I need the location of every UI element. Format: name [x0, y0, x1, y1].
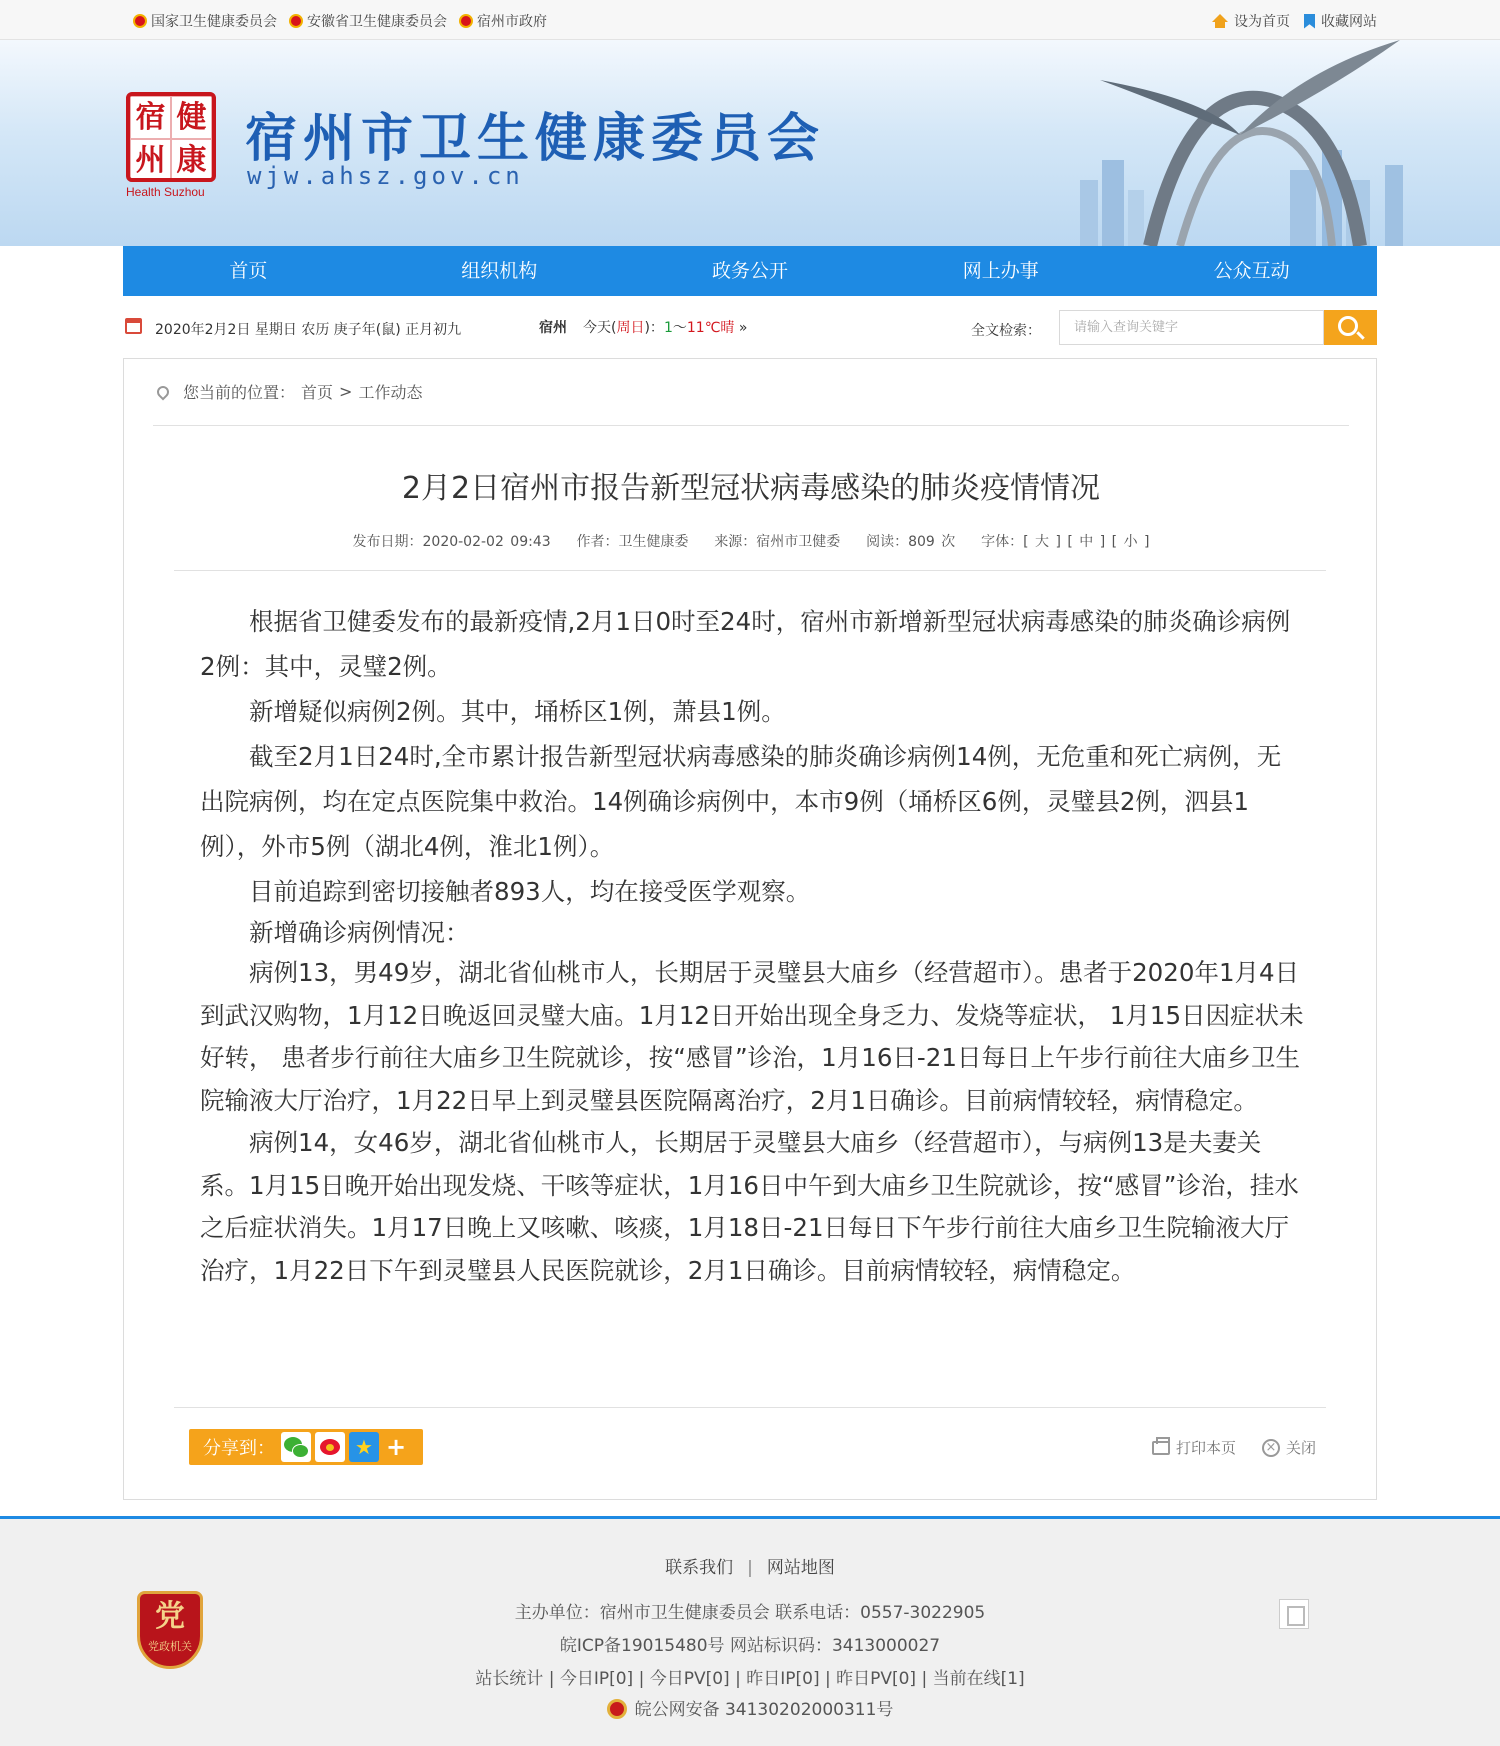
article-paragraph: 病例13，男49岁，湖北省仙桃市人，长期居于灵璧县大庙乡（经营超市）。患者于2020年1月4日到武汉购物，1月12日晚返回灵璧大庙。1月12日开始出现全身乏力、发烧等症状， 1月15日因症状未好转， 患者步行前往大庙乡卫生院就诊，按“感冒”诊治，1月16日-21日每日上午步行前往大庙乡卫生院输液大厅治疗，1月22日早上到灵璧县医院隔离治疗，2月1日确诊。目前病情较轻，病情稳定。: [200, 958, 1304, 1115]
article-paragraph: 新增疑似病例2例。其中，埇桥区1例，萧县1例。: [249, 697, 786, 726]
host-info: 主办单位：宿州市卫生健康委员会 联系电话：0557-3022905: [514, 1603, 986, 1623]
weather-more-icon[interactable]: »: [738, 320, 748, 336]
info-bar: [123, 306, 1377, 346]
current-date: 2020年2月2日 星期日 农历 庚子年(鼠) 正月初九: [155, 322, 462, 338]
footer-links: [0, 1553, 1500, 1578]
wechat-share-icon[interactable]: [281, 1432, 311, 1462]
link-suzhou-gov[interactable]: [459, 11, 547, 31]
share-label: 分享到：: [203, 1438, 275, 1459]
qzone-share-icon[interactable]: ★: [349, 1432, 379, 1462]
top-actions: [1212, 11, 1377, 31]
set-homepage-label[interactable]: 设为首页: [1234, 14, 1290, 30]
print-button[interactable]: [1152, 1437, 1236, 1458]
link-nhc[interactable]: [133, 11, 277, 31]
icp-info[interactable]: 皖ICP备19015480号 网站标识码：3413000027: [559, 1636, 941, 1656]
site-url: wjw.ahsz.gov.cn: [247, 162, 524, 190]
breadcrumb: [157, 380, 422, 403]
printer-icon: [1152, 1441, 1170, 1455]
set-homepage-link[interactable]: [1212, 11, 1290, 31]
weather-city: 宿州: [539, 320, 567, 336]
external-links: [133, 11, 547, 31]
bookmark-label[interactable]: 收藏网站: [1321, 14, 1377, 30]
publish-date: 发布日期：2020-02-02 09:43: [352, 534, 551, 550]
seal-char: 康: [171, 139, 212, 182]
weather-today-suffix: )：: [644, 320, 664, 336]
location-pin-icon: [155, 383, 172, 400]
close-button[interactable]: [1262, 1437, 1316, 1458]
police-emblem-icon: [607, 1699, 627, 1719]
national-emblem-icon: [459, 14, 473, 28]
sitemap-link[interactable]: 网站地图: [766, 1558, 835, 1578]
print-label[interactable]: 打印本页: [1175, 1439, 1236, 1457]
weather-weekday: 周日: [616, 320, 645, 336]
seal-char: 健: [171, 96, 212, 139]
skyline-sculpture-image: [1040, 40, 1500, 246]
header-banner: [0, 40, 1500, 246]
nav-item-government-affairs[interactable]: 政务公开: [711, 260, 788, 282]
weather-temp-low: 1: [663, 320, 673, 336]
nav-item-organization[interactable]: 组织机构: [461, 260, 538, 282]
more-share-icon[interactable]: +: [385, 1433, 407, 1461]
close-label[interactable]: 关闭: [1285, 1439, 1316, 1457]
badge-char: 党: [155, 1599, 185, 1634]
badge-text: 党政机关: [148, 1640, 192, 1653]
seal-char: 宿: [130, 96, 171, 139]
bookmark-icon: [1304, 14, 1315, 29]
link-anhui-health[interactable]: [289, 11, 447, 31]
weather-info[interactable]: [539, 317, 747, 337]
divider: [153, 425, 1349, 426]
link-anhui-health-label[interactable]: 安徽省卫生健康委员会: [307, 14, 447, 30]
nav-item-public-interaction[interactable]: 公众互动: [1213, 260, 1290, 282]
close-icon: ×: [1262, 1439, 1280, 1457]
weather-temp-high: 11: [686, 320, 705, 336]
nav-item-online-services[interactable]: 网上办事: [962, 260, 1039, 282]
logo-seal[interactable]: [126, 92, 216, 182]
site-stats[interactable]: 站长统计 | 今日IP[0] | 今日PV[0] | 昨日IP[0] | 昨日PV[0] | 当前在线[1]: [475, 1669, 1025, 1689]
contact-us-link[interactable]: 联系我们: [665, 1558, 734, 1578]
divider: [174, 570, 1326, 571]
article-paragraph: 新增确诊病例情况：: [249, 918, 470, 947]
search-input[interactable]: 请输入查询关键字: [1059, 310, 1324, 345]
site-title: 宿州市卫生健康委员会: [245, 109, 826, 169]
police-record-label[interactable]: 皖公网安备 34130202000311号: [634, 1700, 894, 1720]
main-nav: [123, 246, 1377, 296]
weibo-share-icon[interactable]: [315, 1432, 345, 1462]
national-emblem-icon: [289, 14, 303, 28]
link-suzhou-gov-label[interactable]: 宿州市政府: [477, 14, 547, 30]
weather-today-prefix: 今天(: [583, 320, 617, 336]
article-paragraph: 截至2月1日24时,全市累计报告新型冠状病毒感染的肺炎确诊病例14例，无危重和死亡病例，无出院病例，均在定点医院集中救治。14例确诊病例中，本市9例（埇桥区6例，灵璧县2例，泗县1例），外市5例（湖北4例，淮北1例）。: [200, 742, 1282, 861]
article-paragraph: 病例14，女46岁，湖北省仙桃市人，长期居于灵璧县大庙乡（经营超市），与病例13是夫妻关系。1月15日晚开始出现发烧、干咳等症状，1月16日中午到大庙乡卫生院就诊，按“感冒”诊治，挂水之后症状消失。1月17日晚上又咳嗽、咳痰，1月18日-21日每日下午步行前往大庙乡卫生院输液大厅治疗，1月22日下午到灵璧县人民医院就诊，2月1日确诊。目前病情较轻，病情稳定。: [200, 1128, 1299, 1285]
article-meta: [124, 531, 1378, 551]
font-size-medium-button[interactable]: [ 中 ]: [1067, 534, 1106, 550]
share-bar: [189, 1429, 423, 1465]
divider: [174, 1407, 1326, 1408]
search-button[interactable]: [1324, 310, 1377, 345]
footer: [0, 1516, 1500, 1746]
error-report-icon[interactable]: [1279, 1599, 1309, 1629]
seal-char: 州: [130, 139, 171, 182]
bookmark-link[interactable]: [1304, 11, 1377, 31]
nav-item-home[interactable]: 首页: [229, 260, 268, 282]
font-size-large-button[interactable]: [ 大 ]: [1023, 534, 1061, 550]
read-count: 阅读：809 次: [866, 534, 956, 550]
weather-temp-unit: ℃晴: [704, 320, 735, 336]
article-body: [200, 599, 1304, 1292]
link-nhc-label[interactable]: 国家卫生健康委员会: [151, 14, 277, 30]
article-source: 来源：宿州市卫健委: [714, 534, 841, 550]
home-icon: [1212, 14, 1228, 22]
breadcrumb-prefix: 您当前的位置：: [183, 383, 296, 402]
calendar-icon: [125, 318, 142, 334]
page-tools: [1152, 1437, 1316, 1458]
article-title: 2月2日宿州市报告新型冠状病毒感染的肺炎疫情情况: [401, 471, 1101, 506]
article-paragraph: 目前追踪到密切接触者893人，均在接受医学观察。: [249, 877, 811, 906]
national-emblem-icon: [133, 14, 147, 28]
article-container: [123, 358, 1377, 1500]
search-label: 全文检索：: [971, 323, 1041, 339]
search-icon: [1338, 316, 1358, 336]
breadcrumb-home[interactable]: 首页: [301, 383, 334, 402]
breadcrumb-sep: >: [339, 382, 353, 401]
logo-subtitle: Health Suzhou: [126, 185, 205, 199]
footer-link-sep: |: [747, 1558, 753, 1578]
article-author: 作者：卫生健康委: [576, 534, 689, 550]
breadcrumb-current[interactable]: 工作动态: [358, 383, 423, 402]
top-bar: [0, 0, 1500, 40]
font-size-label: 字体：: [981, 534, 1024, 550]
weather-temp-sep: ～: [672, 320, 687, 336]
article-paragraph: 根据省卫健委发布的最新疫情,2月1日0时至24时，宿州市新增新型冠状病毒感染的肺炎确诊病例2例：其中，灵璧2例。: [200, 607, 1291, 681]
police-record[interactable]: [0, 1695, 1500, 1720]
font-size-small-button[interactable]: [ 小 ]: [1111, 534, 1150, 550]
